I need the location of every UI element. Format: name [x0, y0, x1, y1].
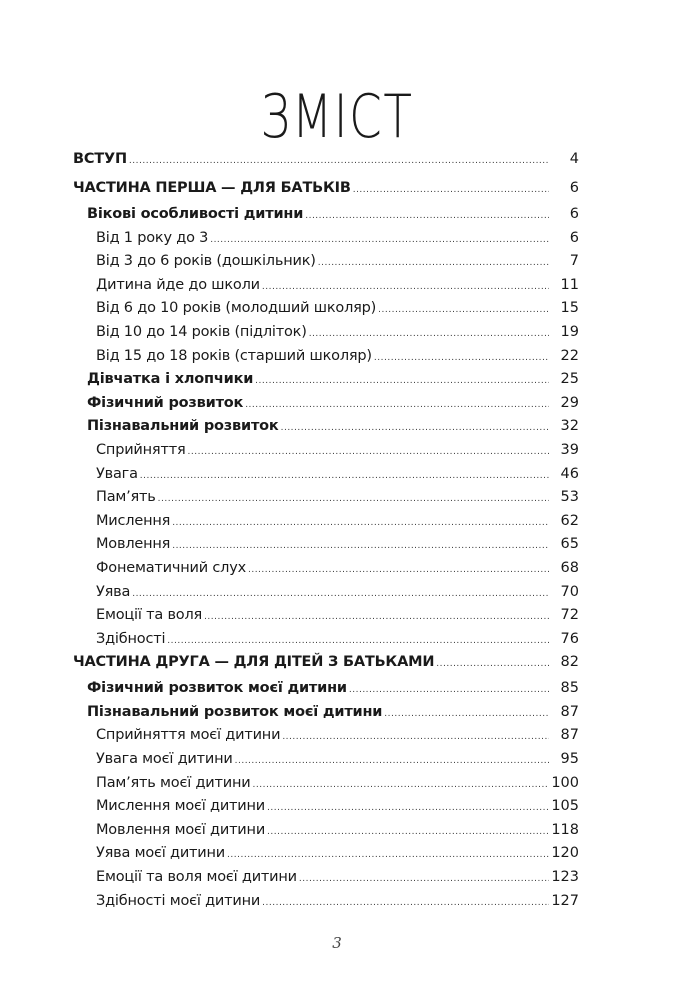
- toc-entry-label: Уява: [96, 583, 131, 600]
- toc-entry-page: 19: [560, 323, 579, 340]
- toc-entry-label: Сприйняття моєї дитини: [96, 727, 281, 744]
- dot-leader: [210, 235, 549, 245]
- toc-entry-page: 11: [560, 276, 579, 293]
- dot-leader: [318, 258, 549, 268]
- toc-entry[interactable]: [73, 206, 579, 230]
- toc-entry-label: Здібності: [96, 630, 166, 647]
- toc-entry-page: 105: [551, 798, 579, 815]
- dot-leader: [132, 589, 549, 599]
- toc-entry[interactable]: [73, 513, 579, 537]
- dot-leader: [158, 494, 549, 504]
- toc-entry[interactable]: [73, 277, 579, 301]
- toc-entry[interactable]: [73, 751, 579, 775]
- toc-entry[interactable]: [73, 300, 579, 324]
- toc-entry-label: Від 15 до 18 років (старший школяр): [96, 347, 372, 364]
- page-title: ЗМІСТ: [260, 82, 414, 152]
- dot-leader: [245, 400, 549, 410]
- toc-entry[interactable]: [73, 704, 579, 728]
- toc-entry-page: 25: [560, 371, 579, 388]
- toc-entry-label: Пам’ять: [96, 489, 156, 506]
- toc-entry-page: 95: [560, 751, 579, 768]
- toc-entry-page: 100: [551, 774, 579, 791]
- toc-entry[interactable]: [73, 869, 579, 893]
- toc-entry-page: 15: [560, 300, 579, 317]
- toc-entry[interactable]: [73, 151, 579, 180]
- toc-entry-label: Здібності моєї дитини: [96, 892, 261, 909]
- toc-entry-page: 46: [560, 465, 579, 482]
- dot-leader: [262, 282, 549, 292]
- toc-entry[interactable]: [73, 775, 579, 799]
- toc-entry-label: Фонематичний слух: [96, 559, 246, 576]
- toc-entry-page: 87: [560, 703, 579, 720]
- toc-entry-page: 22: [560, 347, 579, 364]
- toc-entry[interactable]: [73, 324, 579, 348]
- toc-entry-page: 68: [560, 559, 579, 576]
- toc-entry-page: 123: [551, 869, 579, 886]
- dot-leader: [255, 376, 549, 386]
- dot-leader: [253, 780, 550, 790]
- toc-entry-page: 39: [560, 441, 579, 458]
- toc-entry-label: ЧАСТИНА ПЕРША — ДЛЯ БАТЬКІВ: [73, 180, 351, 196]
- toc-entry-label: Дівчатка і хлопчики: [87, 371, 254, 388]
- toc-entry-page: 70: [560, 583, 579, 600]
- dot-leader: [281, 423, 549, 433]
- toc-entry-label: Пізнавальний розвиток моєї дитини: [87, 703, 383, 720]
- toc-entry-page: 4: [569, 151, 579, 167]
- dot-leader: [378, 305, 549, 315]
- toc-entry[interactable]: [73, 395, 579, 419]
- toc-entry[interactable]: [73, 180, 579, 206]
- toc-entry[interactable]: [73, 845, 579, 869]
- toc-entry-page: 118: [551, 821, 579, 838]
- toc-entry-label: Емоції та воля: [96, 607, 203, 624]
- toc-entry[interactable]: [73, 489, 579, 513]
- toc-entry-label: Фізичний розвиток: [87, 394, 244, 411]
- toc-entry-label: Пізнавальний розвиток: [87, 418, 279, 435]
- dot-leader: [384, 709, 549, 719]
- toc-entry-label: Сприйняття: [96, 441, 186, 458]
- toc-entry-label: Мовлення: [96, 536, 171, 553]
- dot-leader: [167, 636, 549, 646]
- dot-leader: [262, 898, 549, 908]
- dot-leader: [140, 471, 549, 481]
- dot-leader: [172, 518, 549, 528]
- dot-leader: [248, 565, 549, 575]
- dot-leader: [349, 685, 549, 695]
- toc-entry[interactable]: [73, 536, 579, 560]
- dot-leader: [204, 612, 549, 622]
- toc-entry-page: 127: [551, 892, 579, 909]
- toc-entry-page: 82: [560, 654, 579, 671]
- dot-leader: [267, 827, 549, 837]
- toc-entry[interactable]: [73, 822, 579, 846]
- dot-leader: [282, 732, 549, 742]
- toc-entry-page: 62: [560, 512, 579, 529]
- toc-entry-page: 6: [569, 206, 579, 222]
- toc-entry-label: Від 10 до 14 років (підліток): [96, 323, 307, 340]
- dot-leader: [172, 541, 549, 551]
- dot-leader: [235, 756, 549, 766]
- toc-entry-label: Уява моєї дитини: [96, 845, 226, 862]
- toc-entry-label: Увага: [96, 465, 138, 482]
- dot-leader: [309, 329, 549, 339]
- toc-entry-label: Мовлення моєї дитини: [96, 821, 266, 838]
- toc-entry-page: 29: [560, 394, 579, 411]
- dot-leader: [374, 353, 549, 363]
- toc-entry[interactable]: [73, 607, 579, 631]
- dot-leader: [129, 156, 549, 166]
- toc-entry-label: Дитина йде до школи: [96, 276, 260, 293]
- toc-entry-page: 85: [560, 680, 579, 697]
- toc-entry-label: Від 1 року до 3: [96, 229, 209, 246]
- toc-entry[interactable]: [73, 442, 579, 466]
- toc-entry[interactable]: [73, 798, 579, 822]
- dot-leader: [353, 185, 549, 195]
- toc-entry[interactable]: [73, 584, 579, 608]
- toc-entry-page: 72: [560, 607, 579, 624]
- toc-entry[interactable]: [73, 680, 579, 704]
- toc-entry-page: 6: [569, 229, 579, 246]
- toc-entry-page: 7: [569, 253, 579, 270]
- toc-entry[interactable]: [73, 654, 579, 680]
- toc-entry-label: ВСТУП: [73, 151, 127, 167]
- dot-leader: [187, 447, 549, 457]
- dot-leader: [267, 803, 549, 813]
- toc-entry[interactable]: [73, 418, 579, 442]
- toc-entry-page: 53: [560, 489, 579, 506]
- toc-entry[interactable]: [73, 348, 579, 372]
- page-number: 3: [332, 934, 342, 952]
- toc-entry-page: 32: [560, 418, 579, 435]
- toc-entry[interactable]: [73, 230, 579, 254]
- toc-entry-label: Увага моєї дитини: [96, 751, 233, 768]
- toc-entry[interactable]: [73, 631, 579, 655]
- toc-entry-label: Фізичний розвиток моєї дитини: [87, 680, 347, 697]
- toc-entry-label: Пам’ять моєї дитини: [96, 774, 251, 791]
- toc-entry-label: Від 3 до 6 років (дошкільник): [96, 253, 316, 270]
- toc-entry-label: Мислення моєї дитини: [96, 798, 266, 815]
- toc-entry-label: Вікові особливості дитини: [87, 206, 304, 222]
- toc-entry-label: Мислення: [96, 512, 171, 529]
- toc-entry-page: 6: [569, 180, 579, 196]
- toc-entry-label: Від 6 до 10 років (молодший школяр): [96, 300, 377, 317]
- dot-leader: [305, 211, 549, 221]
- toc-entry[interactable]: [73, 727, 579, 751]
- toc-entry-page: 120: [551, 845, 579, 862]
- dot-leader: [436, 659, 549, 669]
- toc-entry-page: 76: [560, 630, 579, 647]
- toc-entry-page: 65: [560, 536, 579, 553]
- toc-entry[interactable]: [73, 371, 579, 395]
- toc-entry[interactable]: [73, 560, 579, 584]
- toc-entry-page: 87: [560, 727, 579, 744]
- dot-leader: [227, 850, 549, 860]
- toc-entry[interactable]: [73, 466, 579, 490]
- toc-entry-label: Емоції та воля моєї дитини: [96, 869, 297, 886]
- table-of-contents: [73, 151, 579, 916]
- toc-entry[interactable]: [73, 253, 579, 277]
- toc-entry[interactable]: [73, 893, 579, 917]
- dot-leader: [299, 874, 549, 884]
- toc-entry-label: ЧАСТИНА ДРУГА — ДЛЯ ДІТЕЙ З БАТЬКАМИ: [73, 654, 435, 671]
